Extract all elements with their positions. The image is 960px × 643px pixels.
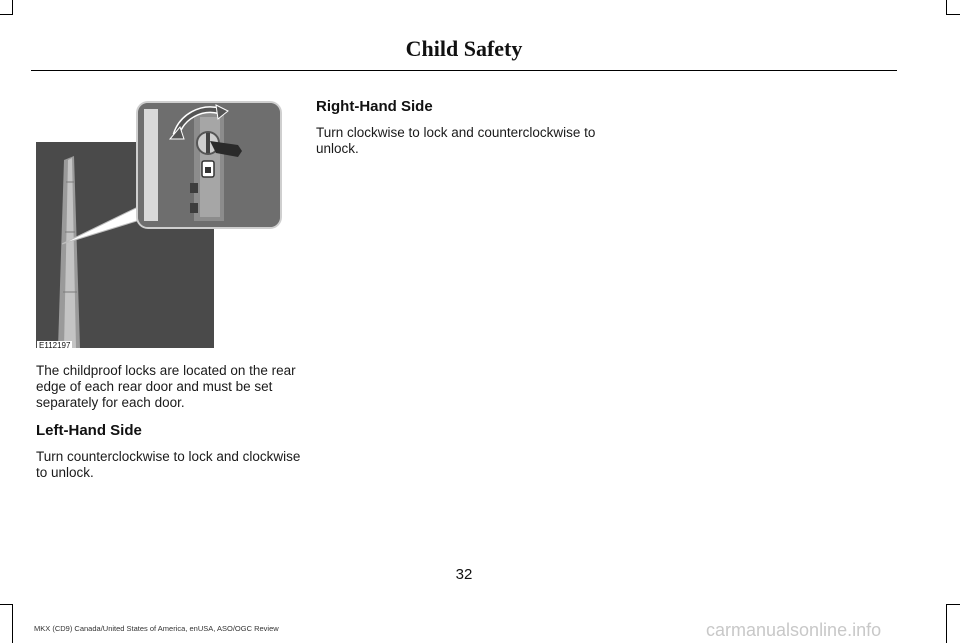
- left-hand-side-heading: Left-Hand Side: [36, 422, 142, 439]
- lock-detail-inset: [136, 101, 282, 229]
- figure-code: E112197: [39, 341, 71, 350]
- crop-mark-top-left-v: [12, 0, 13, 14]
- key-lock-illustration: [138, 103, 280, 227]
- crop-mark-top-right-v: [946, 0, 947, 14]
- child-lock-figure: [36, 98, 281, 353]
- crop-mark-bottom-left-h: [0, 604, 13, 605]
- crop-mark-bottom-left-v: [12, 604, 13, 643]
- crop-mark-bottom-right-h: [946, 604, 960, 605]
- watermark: carmanualsonline.info: [706, 620, 882, 640]
- crop-mark-top-right-h: [946, 14, 960, 15]
- crop-mark-top-left-h: [0, 14, 13, 15]
- page-title: Child Safety: [405, 36, 523, 61]
- intro-paragraph: The childproof locks are located on the rear edge of each rear door and must be set separately for each door.: [36, 363, 296, 410]
- page-number: 32: [455, 566, 473, 583]
- crop-mark-bottom-right-v: [946, 604, 947, 643]
- right-hand-side-heading: Right-Hand Side: [316, 98, 433, 115]
- header-rule: [31, 70, 897, 71]
- document-info: MKX (CD9) Canada/United States of America, enUSA, ASO/OGC Review: [34, 624, 279, 633]
- left-hand-side-text: Turn counterclockwise to lock and clockwise to unlock.: [36, 449, 301, 480]
- right-hand-side-text: Turn clockwise to lock and counterclockwise to unlock.: [316, 125, 596, 156]
